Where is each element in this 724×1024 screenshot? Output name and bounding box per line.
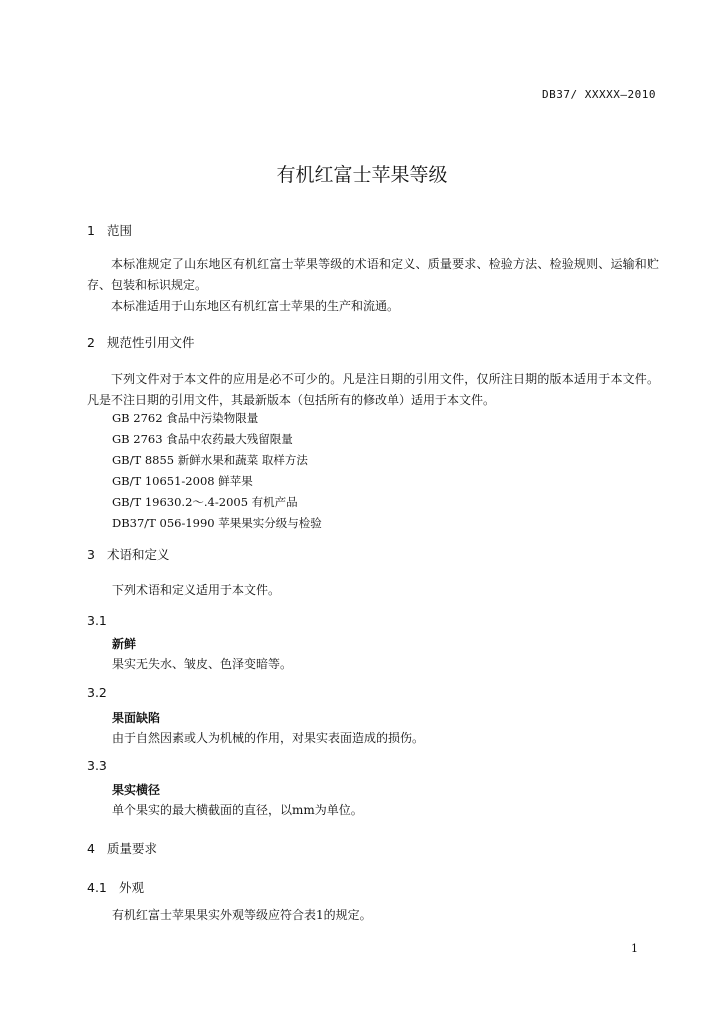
term-name: 果实横径 [112,783,161,797]
section-number: 4 [87,841,95,856]
term-number: 3.3 [87,758,107,773]
reference-item: GB 2762 食品中污染物限量 [112,411,259,425]
term-definition: 由于自然因素或人为机械的作用，对果实表面造成的损伤。 [112,731,425,745]
section-title: 术语和定义 [107,547,170,562]
term-number: 3.2 [87,685,107,700]
section-number: 1 [87,223,95,238]
section-title: 范围 [107,223,133,238]
subsection-number: 4.1 [87,880,107,895]
section-3-heading [87,545,170,563]
paragraph: 本标准规定了山东地区有机红富士苹果等级的术语和定义、质量要求、检验方法、检验规则、运输和贮存、包装和标识规定。 [87,257,659,292]
term-number: 3.1 [87,613,107,628]
subsection-title: 外观 [119,880,145,895]
section-title: 规范性引用文件 [107,335,195,350]
reference-item: GB/T 10651-2008 鲜苹果 [112,474,253,488]
term-definition: 单个果实的最大横截面的直径，以mm为单位。 [112,803,363,817]
document-title: 有机红富士苹果等级 [276,164,448,186]
reference-item: GB/T 8855 新鲜水果和蔬菜 取样方法 [112,453,308,467]
section-title: 质量要求 [107,841,158,856]
paragraph: 下列文件对于本文件的应用是必不可少的。凡是注日期的引用文件，仅所注日期的版本适用于本文件。凡是不注日期的引用文件，其最新版本（包括所有的修改单）适用于本文件。 [87,372,659,407]
section-number: 2 [87,335,95,350]
document-code: DB37/ XXXXX—2010 [542,88,656,101]
paragraph: 有机红富士苹果果实外观等级应符合表1的规定。 [112,908,372,922]
subsection-4-1-heading [87,878,144,896]
section-4-heading [87,839,157,857]
term-definition: 果实无失水、皱皮、色泽变暗等。 [112,657,293,671]
term-name: 新鲜 [112,637,137,651]
section-number: 3 [87,547,95,562]
page-number: 1 [631,942,638,955]
section-1-heading [87,221,132,239]
reference-item: GB 2763 食品中农药最大残留限量 [112,432,293,446]
paragraph: 本标准适用于山东地区有机红富士苹果的生产和流通。 [111,299,400,313]
reference-item: DB37/T 056-1990 苹果果实分级与检验 [112,516,322,530]
section-2-heading [87,333,195,351]
paragraph: 下列术语和定义适用于本文件。 [112,583,281,597]
reference-item: GB/T 19630.2～.4-2005 有机产品 [112,495,298,509]
term-name: 果面缺陷 [112,711,161,725]
